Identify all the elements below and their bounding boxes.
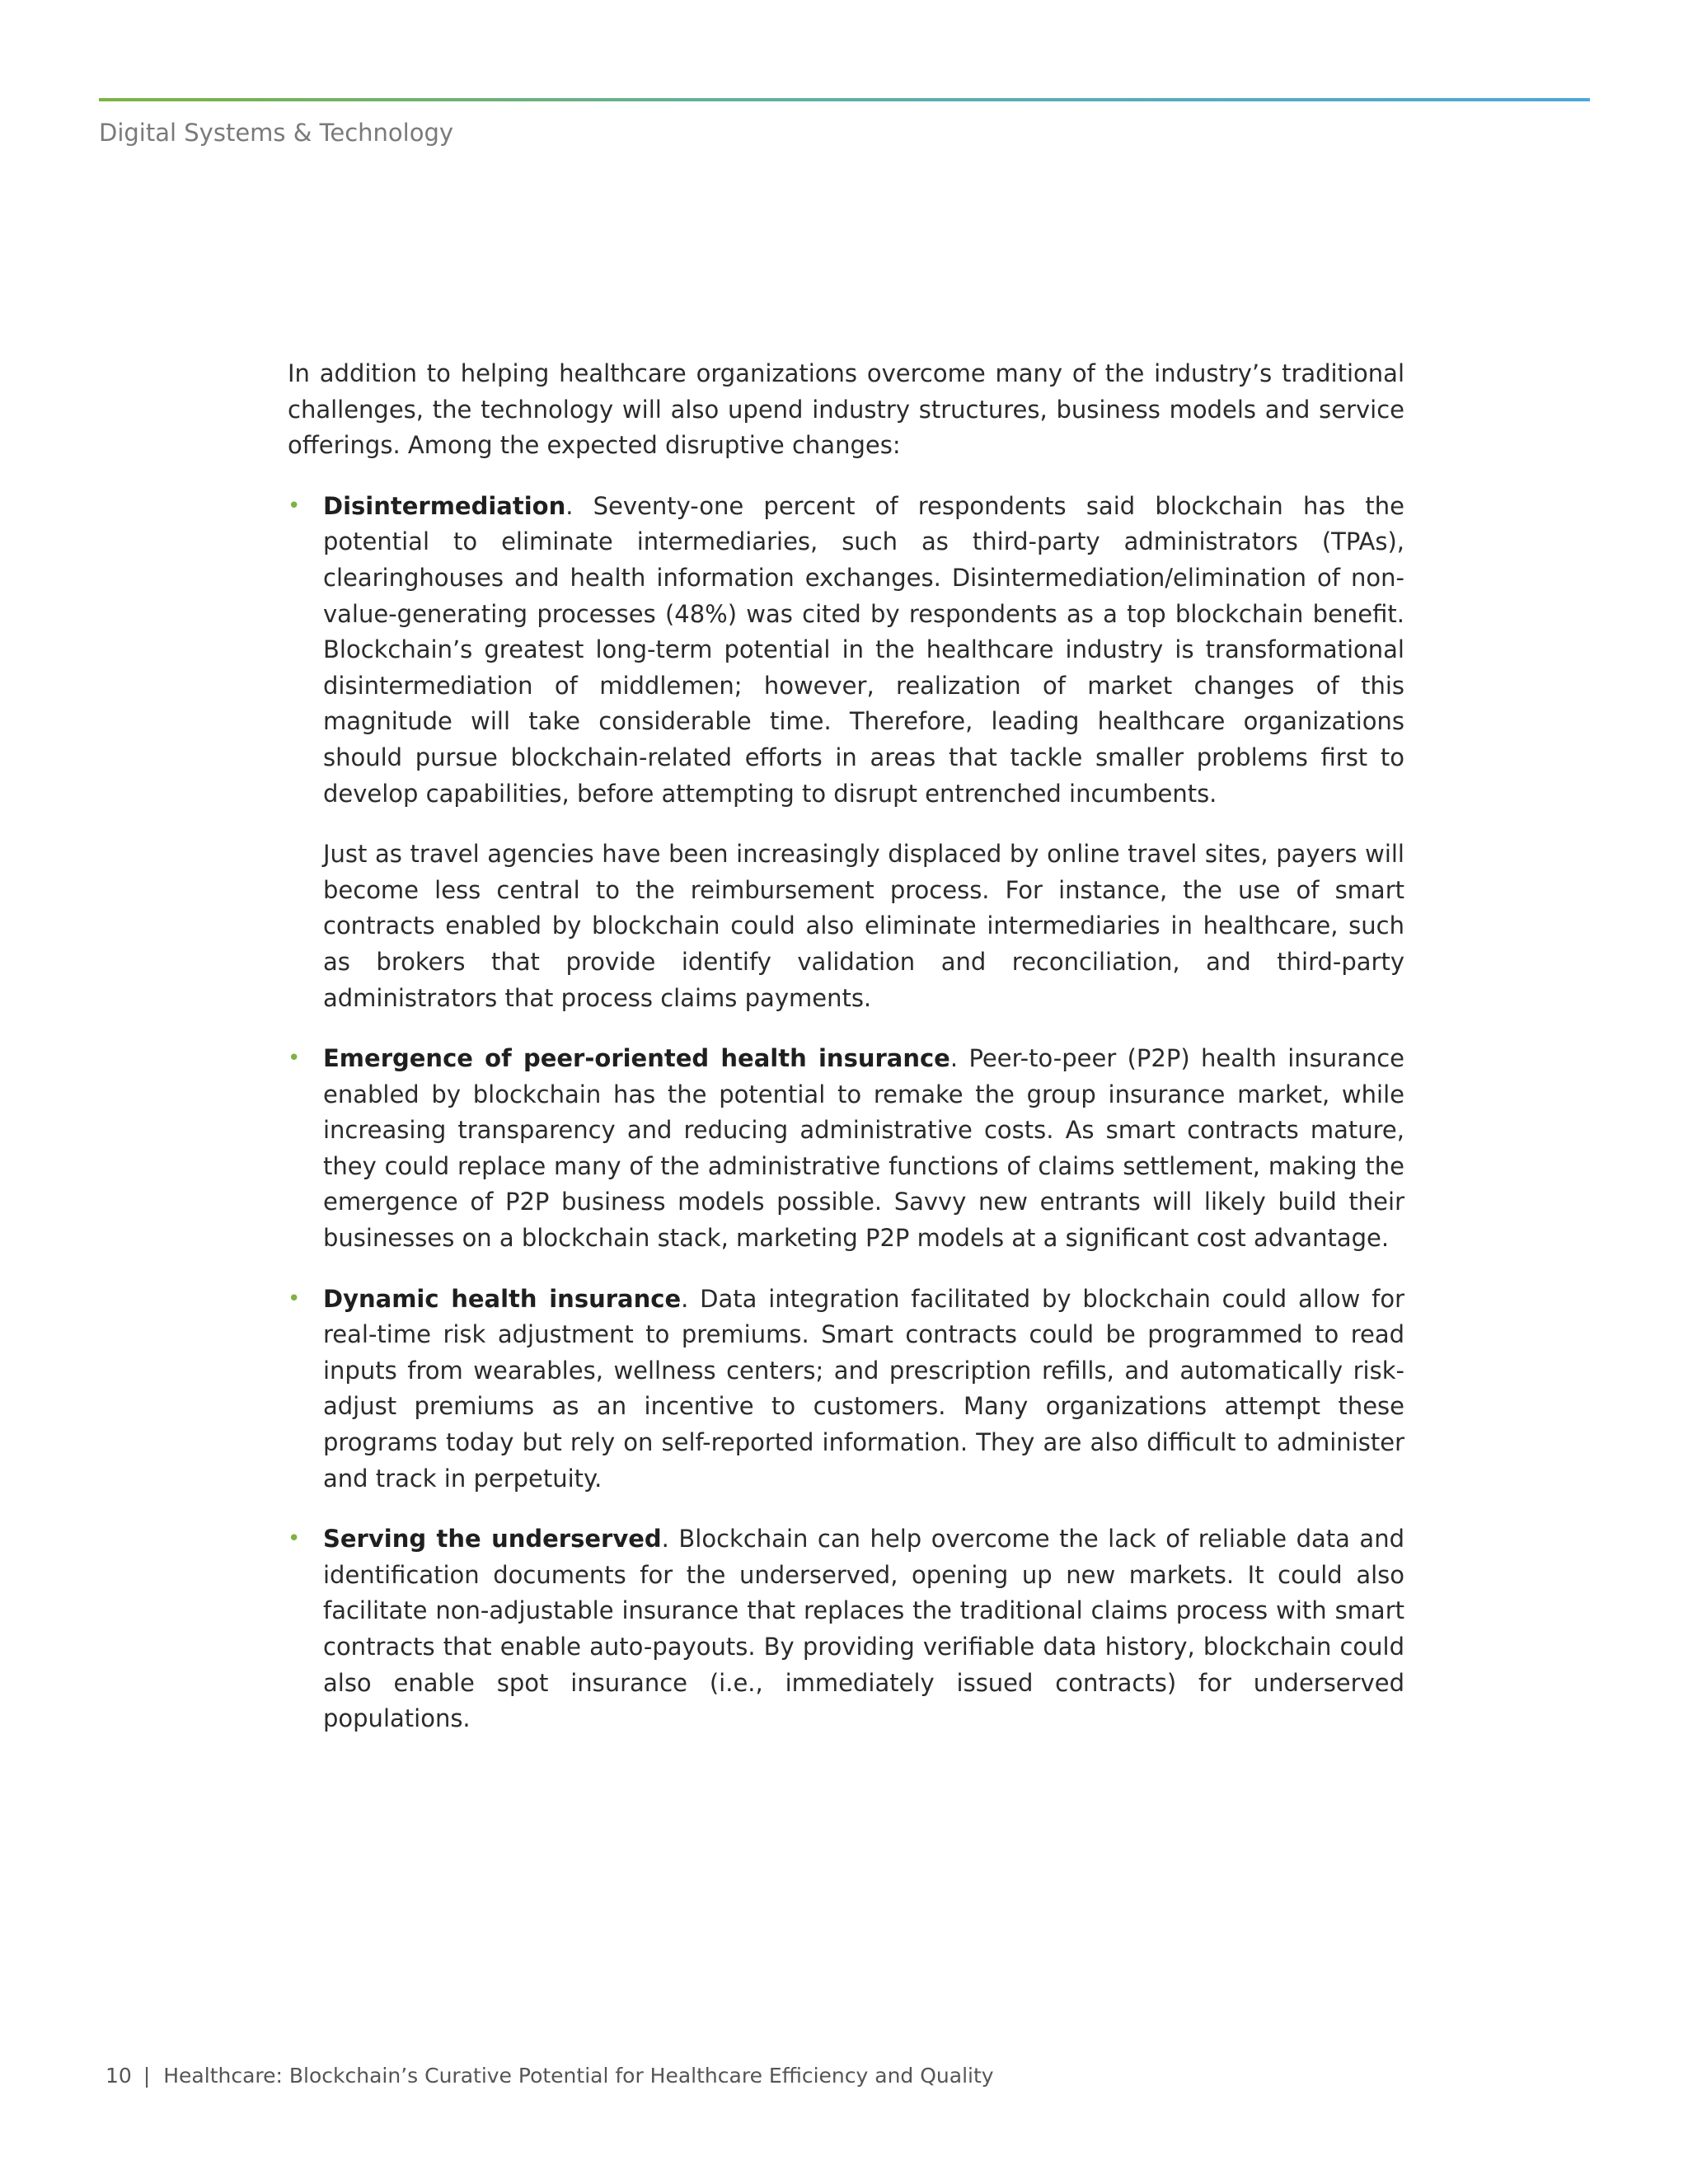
bullet-text: . Seventy-one percent of respondents said blockchain has the potential to eliminate intermediaries, such as third-party administrators (TPAs), clearinghouses and health information exchanges. Disintermediation/elimination of non-value-generating processes (48%) was cited by respondents as a top blockchain benefit. Blockchain’s greatest long-term potential in the healthcare industry is transformational disintermediation of middlemen; however, realization of market changes of this magnitude will take considerable time. Therefore, leading healthcare organizations should pursue blockchain-related efforts in areas that tackle smaller problems first to develop capabilities, before attempting to disrupt entrenched incumbents. xyxy=(323,491,1404,808)
page-footer xyxy=(106,2061,994,2091)
bullet-icon: • xyxy=(288,1286,301,1311)
bullet-list xyxy=(288,489,1404,1737)
bullet-icon: • xyxy=(288,493,301,518)
list-item xyxy=(288,1521,1404,1737)
list-item xyxy=(288,1041,1404,1257)
bullet-term: Emergence of peer-oriented health insurance xyxy=(323,1044,950,1073)
intro-paragraph: In addition to helping healthcare organizations overcome many of the industry’s traditional challenges, the technology will also upend industry structures, business models and service offerings. Among the expected disruptive changes: xyxy=(288,359,1404,460)
page-number: 10 xyxy=(106,2064,132,2088)
bullet-text: . Blockchain can help overcome the lack of reliable data and identification documents for the underserved, opening up new markets. It could also facilitate non-adjustable insurance that replaces the traditional claims process with smart contracts that enable auto-payouts. By providing verifiable data history, blockchain could also enable spot insurance (i.e., immediately issued contracts) for underserved populations. xyxy=(323,1525,1404,1733)
footer-separator: | xyxy=(143,2064,151,2088)
bullet-term: Serving the underserved xyxy=(323,1525,662,1554)
section-label: Digital Systems & Technology xyxy=(99,119,454,147)
document-title: Healthcare: Blockchain’s Curative Potential for Healthcare Efficiency and Quality xyxy=(163,2064,994,2088)
bullet-term: Dynamic health insurance xyxy=(323,1284,682,1313)
bullet-paragraph xyxy=(323,1282,1404,1497)
list-item xyxy=(288,1282,1404,1497)
bullet-text: . Peer-to-peer (P2P) health insurance enabled by blockchain has the potential to remake the group insurance market, while increasing transparency and reducing administrative costs. As smart contracts mature, they could replace many of the administrative functions of claims settlement, making the emergence of P2P business models possible. Savvy new entrants will likely build their businesses on a blockchain stack, marketing P2P models at a significant cost advantage. xyxy=(323,1044,1404,1253)
main-content xyxy=(288,356,1404,1762)
bullet-icon: • xyxy=(288,1526,301,1552)
bullet-paragraph xyxy=(323,489,1404,812)
bullet-icon: • xyxy=(288,1046,301,1071)
list-item xyxy=(288,489,1404,1016)
header-rule xyxy=(99,98,1590,101)
bullet-term: Disintermediation xyxy=(323,491,566,520)
bullet-paragraph xyxy=(323,1521,1404,1737)
bullet-extra-paragraph: Just as travel agencies have been increasingly displaced by online travel sites, payers will become less central to the reimbursement process. For instance, the use of smart contracts enabled by blockchain could also eliminate intermediaries in healthcare, such as brokers that provide identify validation and reconciliation, and third-party administrators that process claims payments. xyxy=(323,840,1404,1012)
bullet-paragraph xyxy=(323,1041,1404,1257)
bullet-text: . Data integration facilitated by blockchain could allow for real-time risk adjustment to premiums. Smart contracts could be programmed to read inputs from wearables, wellness centers; and prescription refills, and automatically risk-adjust premiums as an incentive to customers. Many organizations attempt these programs today but rely on self-reported information. They are also difficult to administer and track in perpetuity. xyxy=(323,1284,1405,1493)
